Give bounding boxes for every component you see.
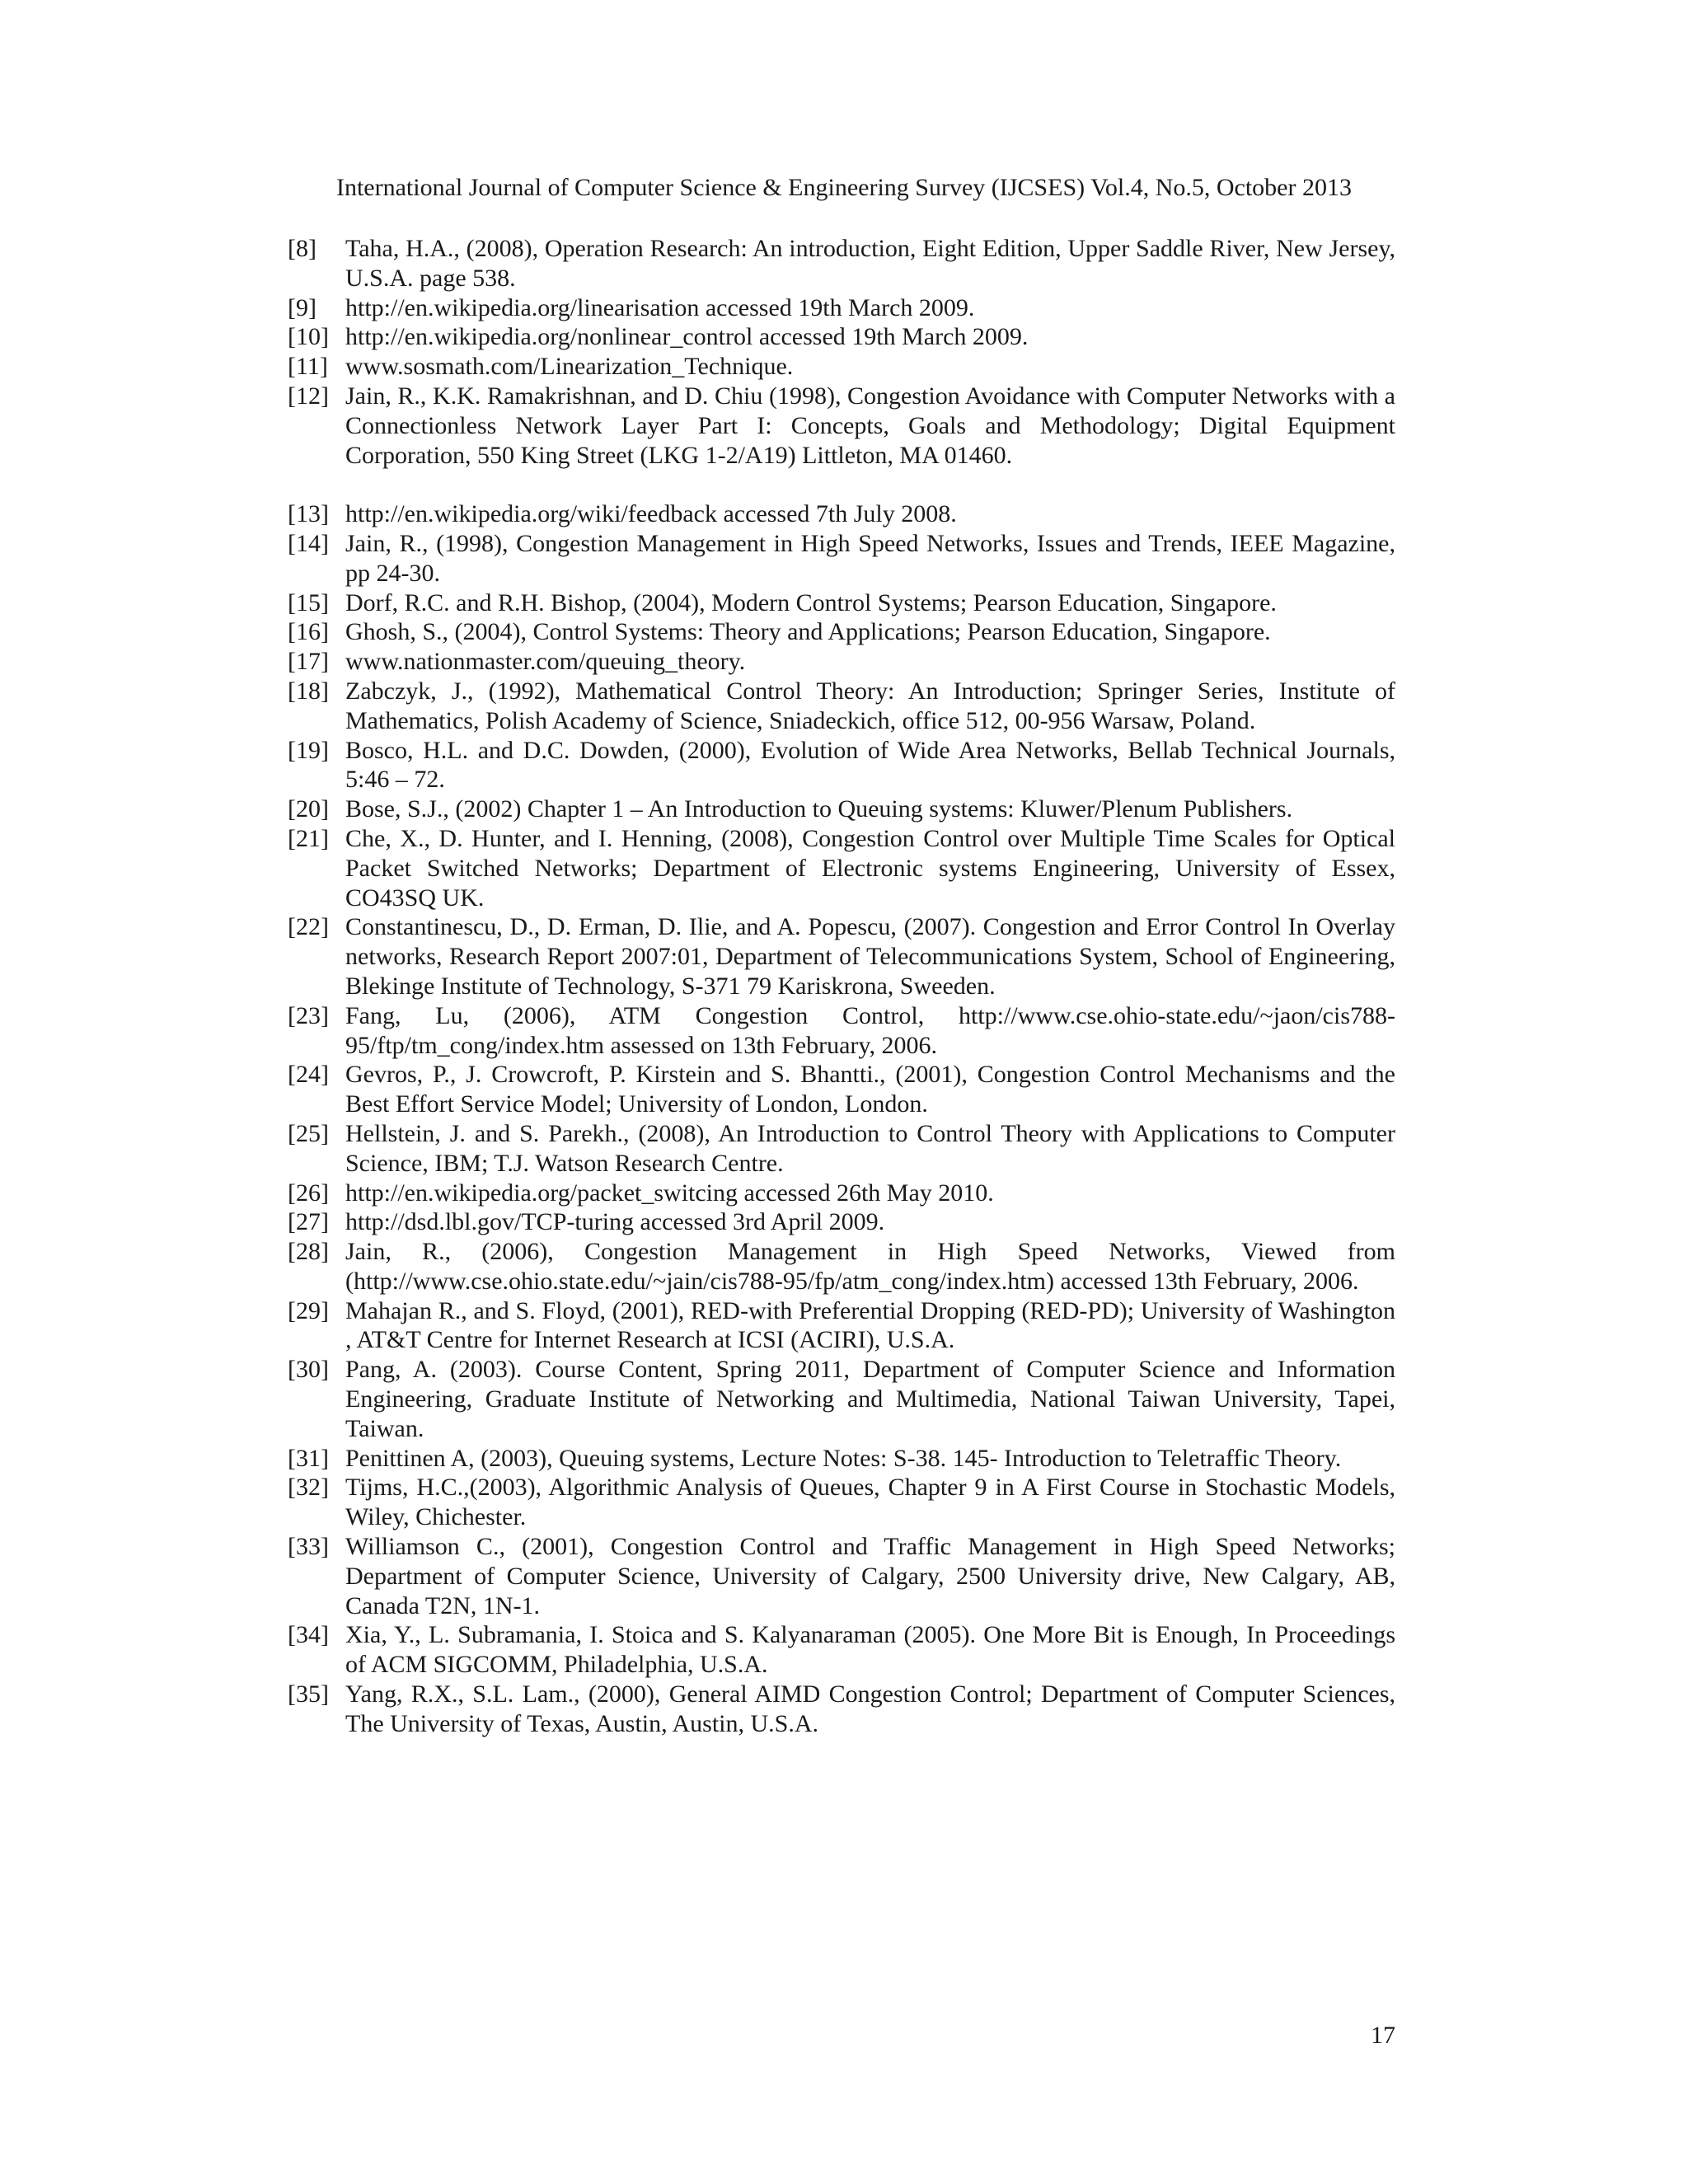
reference-number: [26]: [288, 1179, 329, 1207]
reference-item: [288, 1060, 1395, 1119]
reference-item: [288, 1001, 1395, 1061]
reference-list: [288, 234, 1395, 1739]
reference-text: Jain, R., (1998), Congestion Management in High Speed Networks, Issues and Trends, IEEE Magazine, pp 24-30.: [345, 529, 1395, 587]
reference-item: [288, 1355, 1395, 1443]
reference-number: [29]: [288, 1296, 329, 1324]
reference-text: Taha, H.A., (2008), Operation Research: An introduction, Eight Edition, Upper Saddle River, New Jersey, U.S.A. page 538.: [345, 235, 1395, 292]
reference-text: www.sosmath.com/Linearization_Technique.: [345, 353, 794, 381]
reference-item: [288, 1207, 1395, 1237]
reference-item: [288, 912, 1395, 1001]
reference-text: http://en.wikipedia.org/nonlinear_control accessed 19th March 2009.: [345, 323, 1029, 351]
reference-text: Fang, Lu, (2006), ATM Congestion Control, http://www.cse.ohio-state.edu/~jaon/cis788-95/ftp/tm_cong/index.htm assessed on 13th February, 2006.: [345, 1001, 1395, 1059]
reference-text: http://en.wikipedia.org/packet_switcing accessed 26th May 2010.: [345, 1179, 994, 1207]
page-number: 17: [1371, 2022, 1395, 2049]
reference-text: Penittinen A, (2003), Queuing systems, Lecture Notes: S-38. 145- Introduction to Teletraffic Theory.: [345, 1444, 1342, 1472]
reference-number: [34]: [288, 1621, 329, 1649]
reference-number: [28]: [288, 1238, 329, 1266]
reference-number: [35]: [288, 1680, 329, 1708]
reference-text: Zabczyk, J., (1992), Mathematical Control Theory: An Introduction; Springer Series, Institute of Mathematics, Polish Academy of Science, Sniadeckich, office 512, 00-956 Warsaw, Poland.: [345, 677, 1395, 734]
reference-text: http://dsd.lbl.gov/TCP-turing accessed 3rd April 2009.: [345, 1208, 885, 1236]
reference-text: Bosco, H.L. and D.C. Dowden, (2000), Evolution of Wide Area Networks, Bellab Technical Journals, 5:46 – 72.: [345, 736, 1395, 794]
reference-number: [18]: [288, 677, 329, 705]
reference-item: [288, 1179, 1395, 1208]
reference-number: [30]: [288, 1356, 329, 1384]
reference-text: Mahajan R., and S. Floyd, (2001), RED-with Preferential Dropping (RED-PD); University of Washington , AT&T Centre for Internet Research at ICSI (ACIRI), U.S.A.: [345, 1296, 1395, 1354]
reference-number: [20]: [288, 795, 329, 823]
reference-number: [11]: [288, 353, 328, 381]
reference-text: Gevros, P., J. Crowcroft, P. Kirstein and S. Bhantti., (2001), Congestion Control Mechanisms and the Best Effort Service Model; University of London, London.: [345, 1061, 1395, 1118]
reference-number: [21]: [288, 824, 329, 852]
reference-item: [288, 234, 1395, 293]
reference-item: [288, 617, 1395, 647]
reference-text: Hellstein, J. and S. Parekh., (2008), An Introduction to Control Theory with Applications to Computer Science, IBM; T.J. Watson Research Centre.: [345, 1119, 1395, 1177]
reference-item: [288, 1473, 1395, 1532]
reference-number: [15]: [288, 588, 329, 616]
reference-item: [288, 352, 1395, 382]
reference-item: [288, 647, 1395, 677]
reference-item: [288, 1444, 1395, 1474]
reference-item: [288, 529, 1395, 588]
reference-number: [19]: [288, 736, 329, 764]
reference-text: Jain, R., K.K. Ramakrishnan, and D. Chiu (1998), Congestion Avoidance with Computer Networks with a Connectionless Network Layer Part I: Concepts, Goals and Methodology; Digital Equipment Corporation, 550 King Street (LKG 1-2/A19) Littleton, MA 01460.: [345, 382, 1395, 469]
reference-item: [288, 794, 1395, 824]
reference-item: [288, 1620, 1395, 1680]
reference-text: Pang, A. (2003). Course Content, Spring 2011, Department of Computer Science and Information Engineering, Graduate Institute of Networking and Multimedia, National Taiwan University, Tapei, Taiwan.: [345, 1356, 1395, 1442]
reference-text: Tijms, H.C.,(2003), Algorithmic Analysis of Queues, Chapter 9 in A First Course in Stochastic Models, Wiley, Chichester.: [345, 1474, 1395, 1531]
reference-text: Ghosh, S., (2004), Control Systems: Theory and Applications; Pearson Education, Singapore.: [345, 618, 1271, 646]
reference-number: [27]: [288, 1208, 329, 1236]
reference-item: [288, 1119, 1395, 1179]
reference-item: [288, 1237, 1395, 1296]
reference-number: [23]: [288, 1001, 329, 1029]
reference-item: [288, 382, 1395, 470]
reference-item: [288, 1296, 1395, 1356]
reference-item: [288, 499, 1395, 529]
reference-number: [8]: [288, 235, 316, 262]
reference-number: [33]: [288, 1533, 329, 1561]
reference-number: [10]: [288, 323, 329, 351]
reference-number: [22]: [288, 913, 329, 941]
reference-text: Xia, Y., L. Subramania, I. Stoica and S. Kalyanaraman (2005). One More Bit is Enough, In Proceedings of ACM SIGCOMM, Philadelphia, U.S.A.: [345, 1621, 1395, 1679]
reference-text: Che, X., D. Hunter, and I. Henning, (2008), Congestion Control over Multiple Time Scales for Optical Packet Switched Networks; Department of Electronic systems Engineering, University of Essex, CO43SQ UK.: [345, 824, 1395, 912]
reference-item: [288, 588, 1395, 618]
reference-item: [288, 1532, 1395, 1620]
reference-number: [24]: [288, 1061, 329, 1089]
reference-number: [32]: [288, 1474, 329, 1502]
reference-text: Constantinescu, D., D. Erman, D. Ilie, and A. Popescu, (2007). Congestion and Error Control In Overlay networks, Research Report 2007:01, Department of Telecommunications System, School of Engineering, Blekinge Institute of Technology, S-371 79 Kariskrona, Sweeden.: [345, 913, 1395, 1000]
reference-number: [9]: [288, 293, 316, 321]
reference-text: Bose, S.J., (2002) Chapter 1 – An Introduction to Queuing systems: Kluwer/Plenum Publishers.: [345, 795, 1293, 823]
reference-text: http://en.wikipedia.org/wiki/feedback accessed 7th July 2008.: [345, 500, 957, 528]
reference-number: [17]: [288, 648, 329, 676]
running-header: International Journal of Computer Science & Engineering Survey (IJCSES) Vol.4, No.5, October 2013: [335, 174, 1352, 201]
reference-text: http://en.wikipedia.org/linearisation accessed 19th March 2009.: [345, 293, 975, 321]
reference-item: [288, 824, 1395, 912]
reference-number: [25]: [288, 1119, 329, 1147]
reference-text: Williamson C., (2001), Congestion Control and Traffic Management in High Speed Networks; Department of Computer Science, University of Calgary, 2500 University drive, New Calgary, AB, Canada T2N, 1N-1.: [345, 1533, 1395, 1619]
reference-text: www.nationmaster.com/queuing_theory.: [345, 648, 746, 676]
reference-item: [288, 677, 1395, 736]
reference-number: [14]: [288, 529, 329, 557]
reference-number: [16]: [288, 618, 329, 646]
reference-text: Yang, R.X., S.L. Lam., (2000), General AIMD Congestion Control; Department of Computer Sciences, The University of Texas, Austin, Austin, U.S.A.: [345, 1680, 1395, 1737]
reference-item: [288, 736, 1395, 795]
reference-item: [288, 322, 1395, 352]
reference-number: [13]: [288, 500, 329, 528]
reference-text: Jain, R., (2006), Congestion Management in High Speed Networks, Viewed from (http://www.cse.ohio.state.edu/~jain/cis788-95/fp/atm_cong/index.htm) accessed 13th February, 2006.: [345, 1238, 1395, 1295]
reference-number: [12]: [288, 382, 329, 410]
reference-item: [288, 1680, 1395, 1739]
reference-item: [288, 293, 1395, 323]
reference-number: [31]: [288, 1444, 329, 1472]
reference-text: Dorf, R.C. and R.H. Bishop, (2004), Modern Control Systems; Pearson Education, Singapore.: [345, 588, 1277, 616]
